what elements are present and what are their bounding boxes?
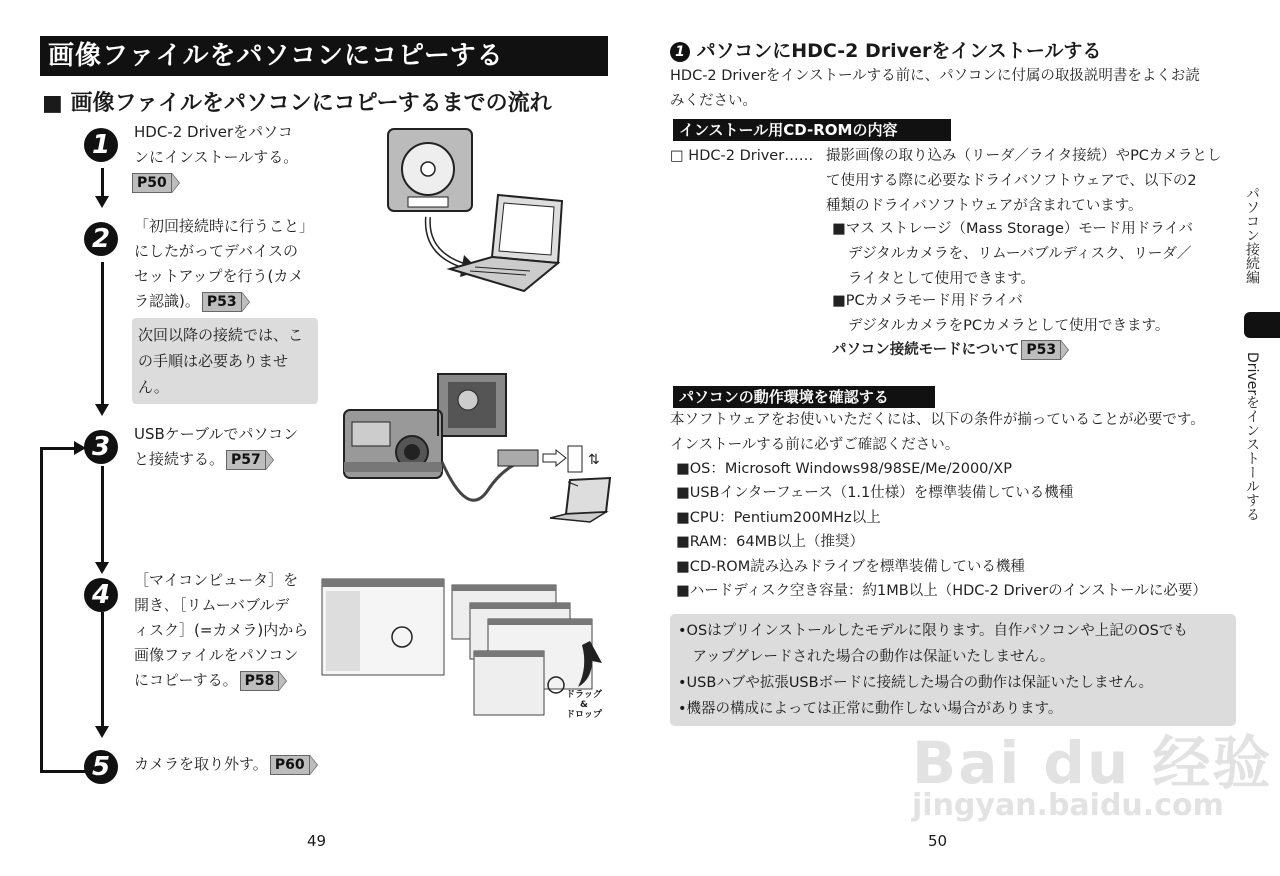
env-intro-line: 本ソフトウェアをお使いいただくには、以下の条件が揃っていることが必要です。 xyxy=(670,412,1205,428)
section-heading: ■ 画像ファイルをパソコンにコピーするまでの流れ xyxy=(42,91,552,116)
driver-desc-line: ライタとして使用できます。 xyxy=(848,271,1035,287)
requirement-item: ■CD-ROM読み込みドライブを標準装備している機種 xyxy=(676,558,1025,575)
driver-pc-camera xyxy=(832,289,1242,339)
step-1-line: HDC-2 Driverをパソコ xyxy=(134,123,293,141)
warning-note-line: アップグレードされた場合の動作は保証いたしません。 xyxy=(678,649,1055,665)
flow-line xyxy=(101,262,104,408)
step-4-text xyxy=(134,568,320,693)
page-ref-p58[interactable]: P58 xyxy=(240,671,280,691)
flow-line xyxy=(101,466,104,566)
page-title: 画像ファイルをパソコンにコピーする xyxy=(40,36,608,76)
driver-desc-line: デジタルカメラをPCカメラとして使用できます。 xyxy=(848,318,1170,334)
warning-note-line: •USBハブや拡張USBボードに接続した場合の動作は保証いたしません。 xyxy=(678,675,1153,691)
requirement-item: ■RAM：64MB以上（推奨） xyxy=(676,534,865,551)
mode-link-text[interactable]: パソコン接続モードについて xyxy=(832,342,1020,358)
drag-label-line: & xyxy=(579,700,588,710)
cdrom-section-bar: インストール用CD-ROMの内容 xyxy=(673,119,951,141)
intro-line: みください。 xyxy=(670,93,757,109)
cd-desc-line: 種類のドライバソフトウェアが含まれています。 xyxy=(826,198,1143,214)
side-label-section: Driverをインストールする xyxy=(1244,352,1260,522)
requirements-list xyxy=(676,457,1246,603)
requirement-item: ■ハードディスク空き容量：約1MB以上（HDC-2 Driverのインストールに必要） xyxy=(676,583,1207,600)
drag-label-line: ドロップ xyxy=(566,710,602,720)
step-number-4: 4 xyxy=(84,578,118,612)
driver-title: ■PCカメラモード用ドライバ xyxy=(832,293,1023,309)
step-number-1: 1 xyxy=(84,128,118,162)
step-number-3: 3 xyxy=(84,430,118,464)
cd-item-label: □ HDC-2 Driver…… xyxy=(670,148,814,164)
page-ref-p57[interactable]: P57 xyxy=(226,450,266,470)
step-2-line: 「初回接続時に行うこと」 xyxy=(134,217,315,235)
driver-title: ■マス ストレージ（Mass Storage）モード用ドライバ xyxy=(832,221,1194,237)
step-2-line: にしたがってデバイスの xyxy=(134,242,298,260)
side-label-chapter: パソコン接続編 xyxy=(1244,186,1260,284)
step-4-line: にコピーする。 xyxy=(134,671,238,689)
watermark-url: jingyan.baidu.com xyxy=(912,788,1224,823)
step-1-line: ンにインストールする。 xyxy=(134,148,299,166)
drag-drop-label xyxy=(566,690,602,720)
loop-line xyxy=(40,447,76,450)
step-3-line: USBケーブルでパソコン xyxy=(134,425,299,443)
step-4-line: ィスク］(=カメラ)内から xyxy=(134,621,309,639)
flow-arrow xyxy=(95,726,109,738)
page-ref-p50[interactable]: P50 xyxy=(132,173,172,193)
chapter-tab xyxy=(1244,312,1280,338)
install-heading xyxy=(670,36,1101,63)
step-4-line: 画像ファイルをパソコン xyxy=(134,646,299,664)
environment-intro xyxy=(670,408,1250,458)
step-4-line: ［マイコンピュータ］を xyxy=(134,571,299,589)
step-2-line: ラ認識)。 xyxy=(134,292,200,310)
watermark-logo: Bai du 经验 xyxy=(912,729,1273,797)
driver-mass-storage xyxy=(832,217,1242,292)
requirement-item: ■CPU：Pentium200MHz以上 xyxy=(676,509,881,526)
step-5-text xyxy=(134,752,334,777)
step-3-line: と接続する。 xyxy=(134,450,225,468)
step-2-text xyxy=(134,214,324,314)
flow-arrow xyxy=(95,196,109,208)
install-heading-text: パソコンにHDC-2 Driverをインストールする xyxy=(696,40,1102,62)
page-ref-p53-right[interactable]: P53 xyxy=(1021,340,1061,360)
requirement-item: ■OS：Microsoft Windows98/98SE/Me/2000/XP xyxy=(676,461,1012,477)
heading-number: 1 xyxy=(670,42,690,62)
step-3-text xyxy=(134,422,324,472)
env-intro-line: インストールする前に必ずご確認ください。 xyxy=(670,437,960,453)
intro-text xyxy=(670,64,1240,114)
page-ref-p60[interactable]: P60 xyxy=(270,755,310,775)
flow-arrow xyxy=(95,562,109,574)
driver-desc-line: デジタルカメラを、リムーバブルディスク、リーダ／ xyxy=(848,246,1192,262)
drag-label-line: ドラッグ xyxy=(566,690,602,700)
step-5-line: カメラを取り外す。 xyxy=(134,755,268,773)
mode-link[interactable] xyxy=(832,338,1061,363)
cd-item-description xyxy=(826,144,1240,219)
flow-line xyxy=(101,612,104,730)
flow-arrow xyxy=(95,404,109,416)
flow-line xyxy=(101,168,104,198)
step-2-line: セットアップを行う(カメ xyxy=(134,267,304,285)
warning-note-line: •機器の構成によっては正常に動作しない場合があります。 xyxy=(678,701,1063,717)
requirement-item: ■USBインターフェース（1.1仕様）を標準装備している機種 xyxy=(676,485,1074,502)
page-number-left: 49 xyxy=(307,832,327,850)
warning-notes-box xyxy=(670,614,1236,726)
note-line: 次回以降の接続では、こ xyxy=(138,326,304,344)
cd-to-laptop-illustration xyxy=(380,125,580,295)
page-number-right: 50 xyxy=(928,832,948,850)
step-1-text xyxy=(134,120,314,170)
camera-usb-illustration xyxy=(338,370,618,525)
page-ref-p53[interactable]: P53 xyxy=(202,292,242,312)
environment-section-bar: パソコンの動作環境を確認する xyxy=(673,386,935,408)
warning-note-line: •OSはプリインストールしたモデルに限ります。自作パソコンや上記のOSでも xyxy=(678,623,1188,639)
svg-text:⇅: ⇅ xyxy=(588,452,600,468)
step-number-2: 2 xyxy=(84,222,118,256)
loop-line xyxy=(40,770,86,773)
intro-line: HDC-2 Driverをインストールする前に、パソコンに付属の取扱説明書をよくお読 xyxy=(670,68,1200,84)
step-4-line: 開き､［リムーバブルデ xyxy=(134,596,290,614)
step-number-5: 5 xyxy=(84,750,118,784)
note-line: の手順は必要ありません。 xyxy=(138,352,289,396)
loop-line xyxy=(40,447,43,773)
cd-desc-line: て使用する際に必要なドライバソフトウェアで、以下の2 xyxy=(826,173,1197,189)
note-box xyxy=(132,318,318,404)
cd-desc-line: 撮影画像の取り込み（リーダ／ライタ接続）やPCカメラとし xyxy=(826,148,1222,164)
